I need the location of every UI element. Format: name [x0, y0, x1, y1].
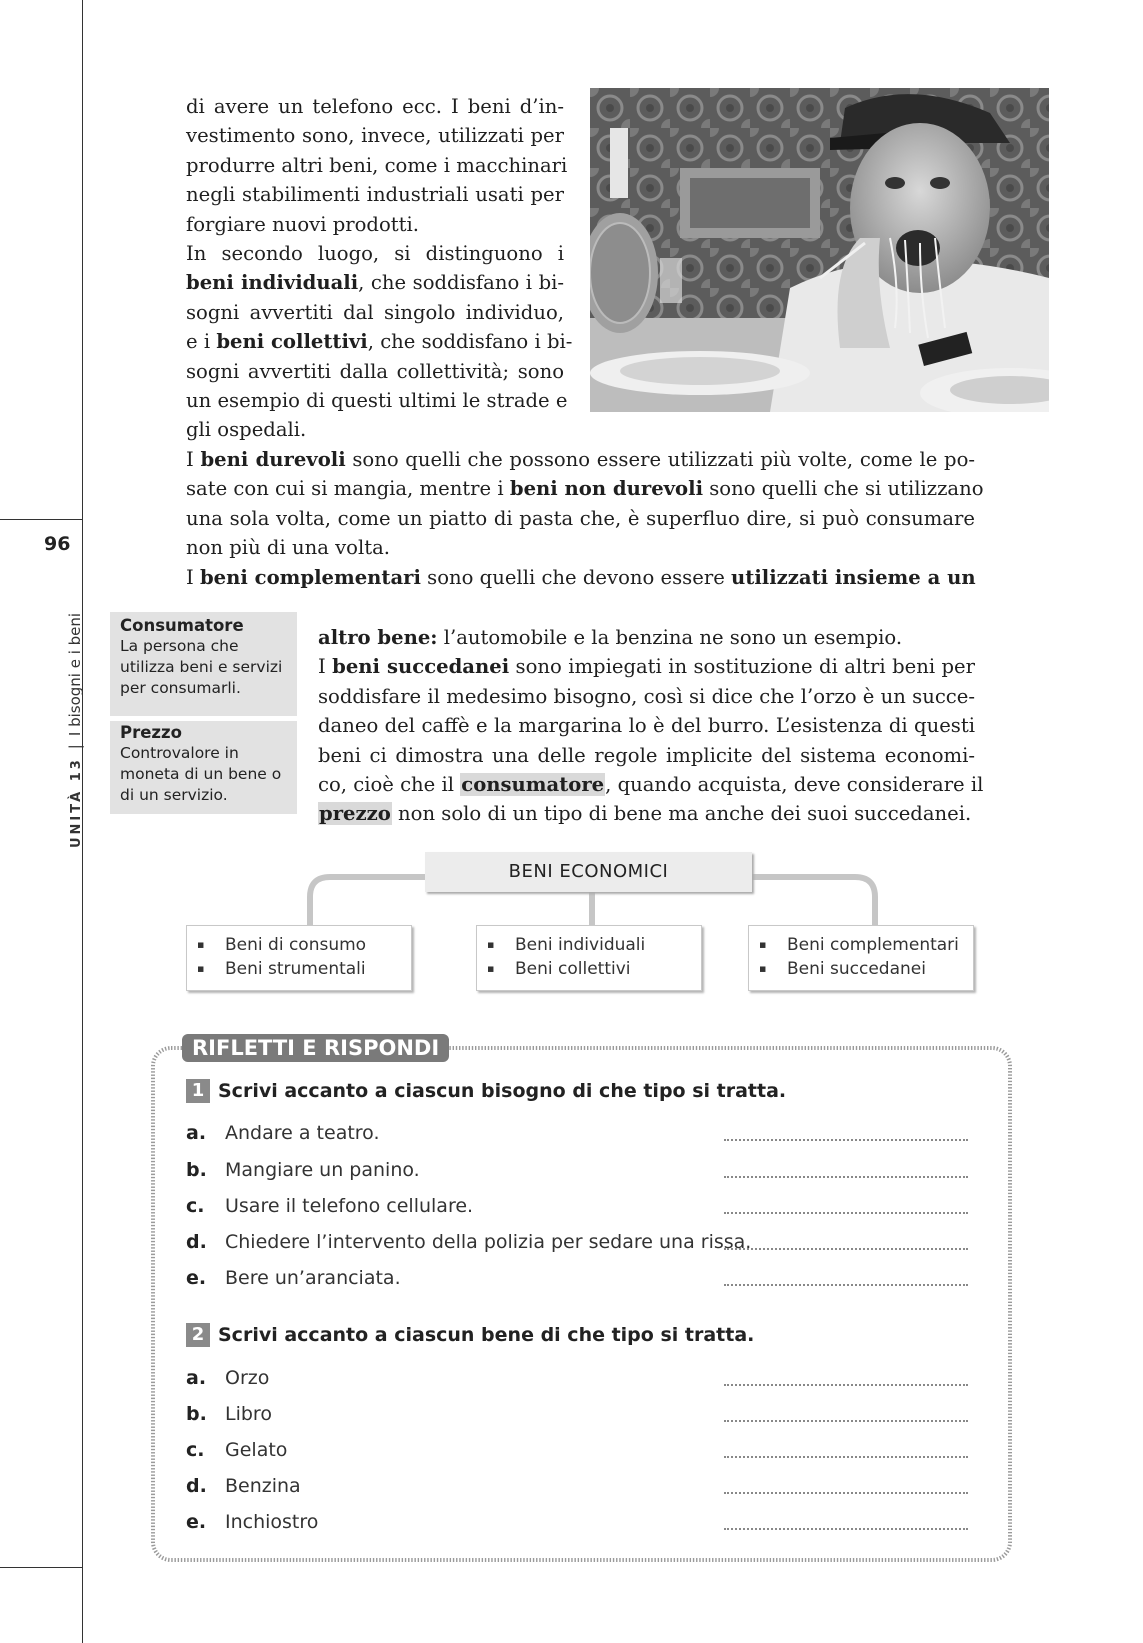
text-line: I beni complementari sono quelli che devono essere utilizzati insieme a un — [186, 565, 976, 589]
question-item: e. Bere un’aranciata. — [186, 1267, 966, 1293]
text-line: daneo del caffè e la margarina lo è del burro. L’esistenza di questi — [318, 714, 975, 738]
glossary-definition: La persona che utilizza beni e servizi per consumarli. — [120, 637, 283, 697]
question-item: c. Usare il telefono cellulare. — [186, 1195, 966, 1221]
question-item: c. Gelato — [186, 1439, 966, 1465]
text-line: non più di una volta. — [186, 536, 391, 560]
unit-title: I bisogni e i beni — [66, 612, 84, 737]
answer-blank[interactable] — [724, 1492, 968, 1494]
text-line: sogni avvertiti dal singolo individuo, — [186, 300, 564, 324]
running-header-separator: | — [66, 744, 84, 750]
question-item: e. Inchiostro — [186, 1511, 966, 1537]
diagram-item: ▪ Beni di consumo — [197, 935, 367, 955]
answer-blank[interactable] — [724, 1384, 968, 1386]
text-line: produrre altri beni, come i macchinari — [186, 153, 568, 177]
answer-blank[interactable] — [724, 1212, 968, 1214]
diagram-title: BENI ECONOMICI — [425, 852, 752, 892]
answer-blank[interactable] — [724, 1248, 968, 1250]
glossary-definition: Controvalore in moneta di un bene o di un servizio. — [120, 744, 282, 804]
text-line: sate con cui si mangia, mentre i beni non durevoli sono quelli che si utilizzano — [186, 477, 984, 501]
text-line: prezzo non solo di un tipo di bene ma anche dei suoi succedanei. — [319, 802, 972, 826]
text-line: gli ospedali. — [186, 418, 307, 442]
question-item: a. Orzo — [186, 1367, 966, 1393]
page-number: 96 — [44, 533, 71, 555]
question-number: 2 — [186, 1323, 210, 1347]
text-line: e i beni collettivi, che soddisfano i bi- — [186, 330, 573, 354]
question-2-prompt: 2 Scrivi accanto a ciascun bene di che tipo si tratta. — [186, 1323, 754, 1347]
question-item: d. Chiedere l’intervento della polizia per sedare una rissa. — [186, 1231, 966, 1257]
question-item: b. Mangiare un panino. — [186, 1159, 966, 1185]
text-line: sogni avvertiti dalla collettività; sono — [186, 359, 564, 383]
text-line: un esempio di questi ultimi le strade e — [186, 389, 568, 413]
answer-blank[interactable] — [724, 1528, 968, 1530]
text-line: forgiare nuovi prodotti. — [186, 212, 419, 236]
text-line: co, cioè che il consumatore, quando acquista, deve considerare il — [318, 773, 984, 797]
diagram-item: ▪ Beni succedanei — [759, 959, 926, 979]
text-line: negli stabilimenti industriali usati per — [186, 183, 564, 207]
question-1-prompt: 1 Scrivi accanto a ciascun bisogno di che tipo si tratta. — [186, 1079, 786, 1103]
text-line: I beni succedanei sono impiegati in sostituzione di altri beni per — [318, 655, 975, 679]
text-line: soddisfare il medesimo bisogno, così si dice che l’orzo è un succe- — [318, 684, 975, 708]
text-line: una sola volta, come un piatto di pasta che, è superfluo dire, si può consumare — [186, 506, 975, 530]
answer-blank[interactable] — [724, 1284, 968, 1286]
question-item: b. Libro — [186, 1403, 966, 1429]
text-line: altro bene: l’automobile e la benzina ne sono un esempio. — [318, 626, 903, 649]
diagram-item: ▪ Beni strumentali — [197, 959, 366, 979]
question-item: a. Andare a teatro. — [186, 1122, 966, 1148]
answer-blank[interactable] — [724, 1176, 968, 1178]
question-number: 1 — [186, 1079, 210, 1103]
unit-label: UNITÀ 13 — [69, 757, 84, 848]
answer-blank[interactable] — [724, 1456, 968, 1458]
text-line: I beni durevoli sono quelli che possono essere utilizzati più volte, come le po- — [186, 448, 975, 471]
diagram-item: ▪ Beni individuali — [487, 935, 646, 955]
exercise-title: RIFLETTI E RISPONDI — [182, 1034, 449, 1062]
glossary-term: Prezzo — [120, 723, 182, 742]
text-line: In secondo luogo, si distinguono i — [186, 242, 564, 266]
answer-blank[interactable] — [724, 1139, 968, 1141]
diagram-item: ▪ Beni complementari — [759, 935, 959, 955]
diagram-box-3 — [748, 925, 974, 991]
text-line: vestimento sono, invece, utilizzati per — [186, 124, 564, 148]
glossary-term: Consumatore — [120, 616, 244, 635]
diagram-box-1 — [186, 925, 412, 991]
text-line: beni individuali, che soddisfano i bi- — [186, 271, 564, 295]
answer-blank[interactable] — [724, 1420, 968, 1422]
diagram-item: ▪ Beni collettivi — [487, 959, 631, 979]
question-item: d. Benzina — [186, 1475, 966, 1501]
text-line: di avere un telefono ecc. I beni d’in- — [186, 95, 564, 118]
text-line: beni ci dimostra una delle regole implicite del sistema economi- — [318, 743, 975, 767]
diagram-box-2 — [476, 925, 702, 991]
